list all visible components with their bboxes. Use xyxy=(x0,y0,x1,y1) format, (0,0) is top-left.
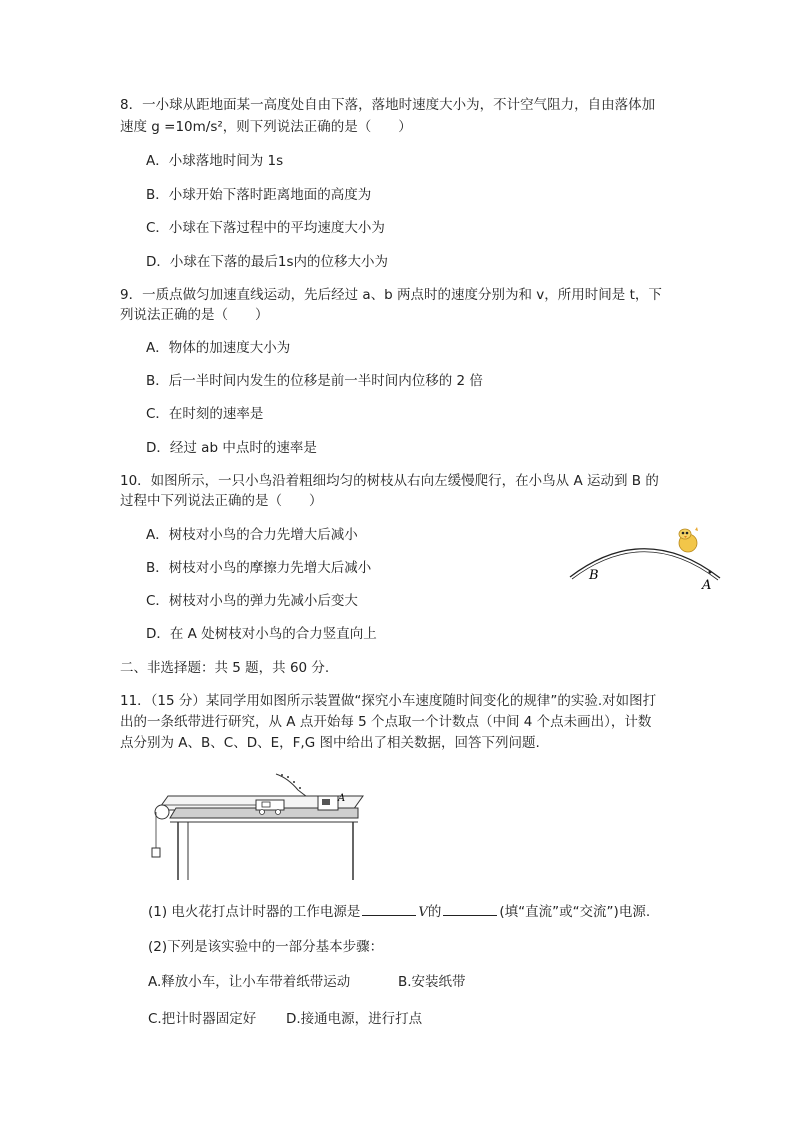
q8-option-b: B．小球开始下落时距离地面的高度为 xyxy=(146,187,372,203)
q8-stem-line2: 速度 g =10m/s²，则下列说法正确的是（ ） xyxy=(120,119,412,135)
q8-stem-line1: 8．一小球从距地面某一高度处自由下落，落地时速度大小为，不计空气阻力，自由落体加 xyxy=(120,97,656,113)
pulley xyxy=(155,805,169,819)
label-a: A xyxy=(702,578,712,593)
q10-stem-line1: 10．如图所示，一只小鸟沿着粗细均匀的树枝从右向左缓慢爬行，在小鸟从 A 运动到 B 的 xyxy=(120,473,659,489)
label-b: B xyxy=(589,568,599,583)
q11-apparatus-figure xyxy=(148,768,373,883)
hanging-weight xyxy=(152,848,160,857)
q9-option-a: A．物体的加速度大小为 xyxy=(146,340,291,356)
q9-stem-line1: 9．一质点做匀加速直线运动，先后经过 a、b 两点时的速度分别为和 v，所用时间是 t，下 xyxy=(120,287,662,303)
q11-step-b: B.安装纸带 xyxy=(398,974,466,990)
q11-stem-line3: 点分别为 A、B、C、D、E，F,G 图中给出了相关数据，回答下列问题. xyxy=(120,735,540,751)
q11-stem-line2: 出的一条纸带进行研究，从 A 点开始每 5 个点取一个计数点（中间 4 个点未画出），计数 xyxy=(120,714,652,730)
tape-dots xyxy=(281,774,301,789)
q11-sub1-suffix: (填“直流”或“交流”)电源. xyxy=(499,904,651,920)
q11-step-c: C.把计时器固定好 xyxy=(148,1011,257,1027)
section-2-heading: 二、非选择题：共 5 题，共 60 分. xyxy=(120,660,330,676)
q10-stem-line2: 过程中下列说法正确的是（ ） xyxy=(120,493,323,509)
q11-sub1 xyxy=(148,901,650,922)
q9-option-c: C．在时刻的速率是 xyxy=(146,406,264,422)
label-a-tape: A xyxy=(338,793,346,804)
q9-option-d: D．经过 ab 中点时的速率是 xyxy=(146,440,317,456)
q9-option-b: B．后一半时间内发生的位移是前一半时间内位移的 2 倍 xyxy=(146,373,483,389)
q11-step-d: D.接通电源，进行打点 xyxy=(286,1011,423,1027)
voltage-blank[interactable] xyxy=(362,901,416,916)
q11-step-a: A.释放小车，让小车带着纸带运动 xyxy=(148,974,351,990)
q8-option-c: C．小球在下落过程中的平均速度大小为 xyxy=(146,220,385,236)
q8-option-a: A．小球落地时间为 1s xyxy=(146,153,284,169)
q11-stem-line1: 11．（15 分）某同学用如图所示装置做“探究小车速度随时间变化的规律”的实验.对如图打 xyxy=(120,693,657,709)
q11-sub1-prefix: (1) 电火花打点计时器的工作电源是 xyxy=(148,904,361,920)
q11-sub1-mid: 的 xyxy=(427,904,442,920)
point-a-marker xyxy=(709,571,712,574)
q8-option-d: D．小球在下落的最后1s内的位移大小为 xyxy=(146,254,389,270)
q9-stem-line2: 列说法正确的是（ ） xyxy=(120,307,269,323)
bird-icon xyxy=(679,527,698,552)
q10-option-a: A．树枝对小鸟的合力先增大后减小 xyxy=(146,527,358,543)
spark-timer xyxy=(318,796,338,810)
current-type-blank[interactable] xyxy=(443,901,497,916)
q11-sub1-unit: V xyxy=(418,905,428,920)
q11-sub2: (2)下列是该实验中的一部分基本步骤： xyxy=(148,939,384,955)
q10-option-b: B．树枝对小鸟的摩擦力先增大后减小 xyxy=(146,560,372,576)
q10-option-d: D．在 A 处树枝对小鸟的合力竖直向上 xyxy=(146,626,377,642)
q10-option-c: C．树枝对小鸟的弹力先减小后变大 xyxy=(146,593,358,609)
q10-branch-figure xyxy=(560,520,730,600)
